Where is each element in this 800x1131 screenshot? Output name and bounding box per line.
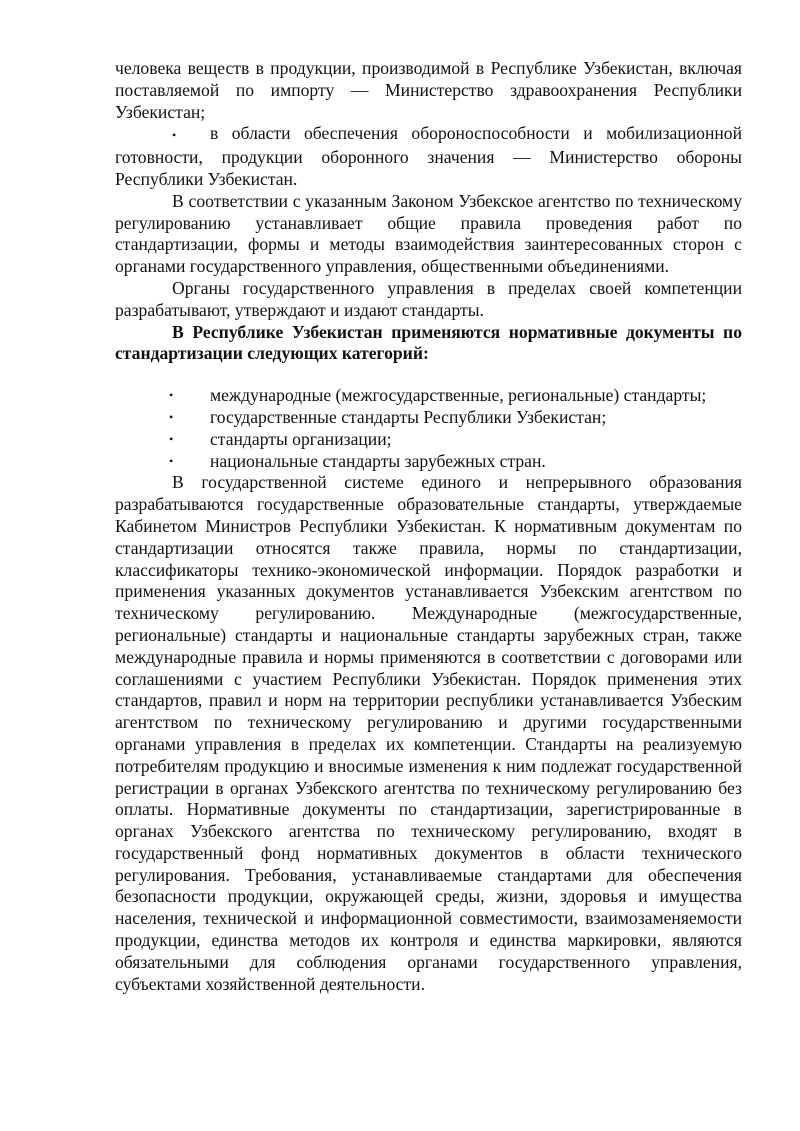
list-item-text: стандарты организации;	[210, 428, 392, 449]
bullet-icon: •	[169, 453, 174, 468]
list-item	[115, 429, 742, 451]
bullet-defense-ministry	[115, 123, 742, 190]
bullet-icon: •	[172, 128, 177, 143]
list-item	[115, 451, 742, 473]
paragraph-government-bodies: Органы государственного управления в пределах своей компетенции разрабатывают, утверждают и издают стандарты.	[115, 277, 742, 320]
list-item	[115, 407, 742, 429]
bullet-defense-text: в области обеспечения обороноспособности и мобилизационной готовности, продукции оборонного значения — Министерство обороны Республики Узбекистан.	[115, 123, 742, 189]
paragraph-health-ministry: человека веществ в продукции, производимой в Республике Узбекистан, включая поставляемой по импорту — Министерство здравоохранения Республики Узбекистан;	[115, 58, 742, 122]
list-item-text: национальные стандарты зарубежных стран.	[210, 450, 546, 471]
paragraph-agency-rules: В соответствии с указанным Законом Узбекское агентство по техническому регулированию устанавливает общие правила проведения работ по стандартизации, формы и методы взаимодействия заинтересованных сторон с органами государственного управления, общественными объединениями.	[115, 190, 742, 277]
list-item-text: международные (межгосударственные, региональные) стандарты;	[210, 385, 707, 406]
bullet-icon: •	[169, 409, 174, 424]
bullet-icon: •	[169, 431, 174, 446]
bullet-icon: •	[169, 388, 174, 403]
list-item	[115, 385, 742, 407]
section-heading: В Республике Узбекистан применяются нормативные документы по стандартизации следующих категорий:	[115, 321, 742, 364]
paragraph-education-standards: В государственной системе единого и непрерывного образования разрабатываются государственные образовательные стандарты, утверждаемые Кабинетом Министров Республики Узбекистан. К нормативным документам по стандартизации относятся также правила, нормы по стандартизации, классификаторы технико-экономической информации. Порядок разработки и применения указанных документов устанавливается Узбекским агентством по техническому регулированию. Международные (межгосударственные, региональные) стандарты и национальные стандарты зарубежных стран, также международные правила и нормы применяются в соответствии с договорами или соглашениями с участием Республики Узбекистан. Порядок применения этих стандартов, правил и норм на территории республики устанавливается Узбеским агентством по техническому регулированию и другими государственными органами управления в пределах их компетенции. Стандарты на реализуемую потребителям продукцию и вносимые изменения к ним подлежат государственной регистрации в органах Узбекского агентства по техническому регулированию без оплаты. Нормативные документы по стандартизации, зарегистрированные в органах Узбекского агентства по техническому регулированию, входят в государственный фонд нормативных документов в области технического регулирования. Требования, устанавливаемые стандартами для обеспечения безопасности продукции, окружающей среды, жизни, здоровья и имущества населения, технической и информационной совместимости, взаимозаменяемости продукции, единства методов их контроля и единства маркировки, являются обязательными для соблюдения органами государственного управления, субъектами хозяйственной деятельности.	[115, 472, 742, 994]
list-item-text: государственные стандарты Республики Узбекистан;	[210, 406, 607, 427]
document-page	[115, 58, 742, 995]
categories-list	[115, 385, 742, 472]
